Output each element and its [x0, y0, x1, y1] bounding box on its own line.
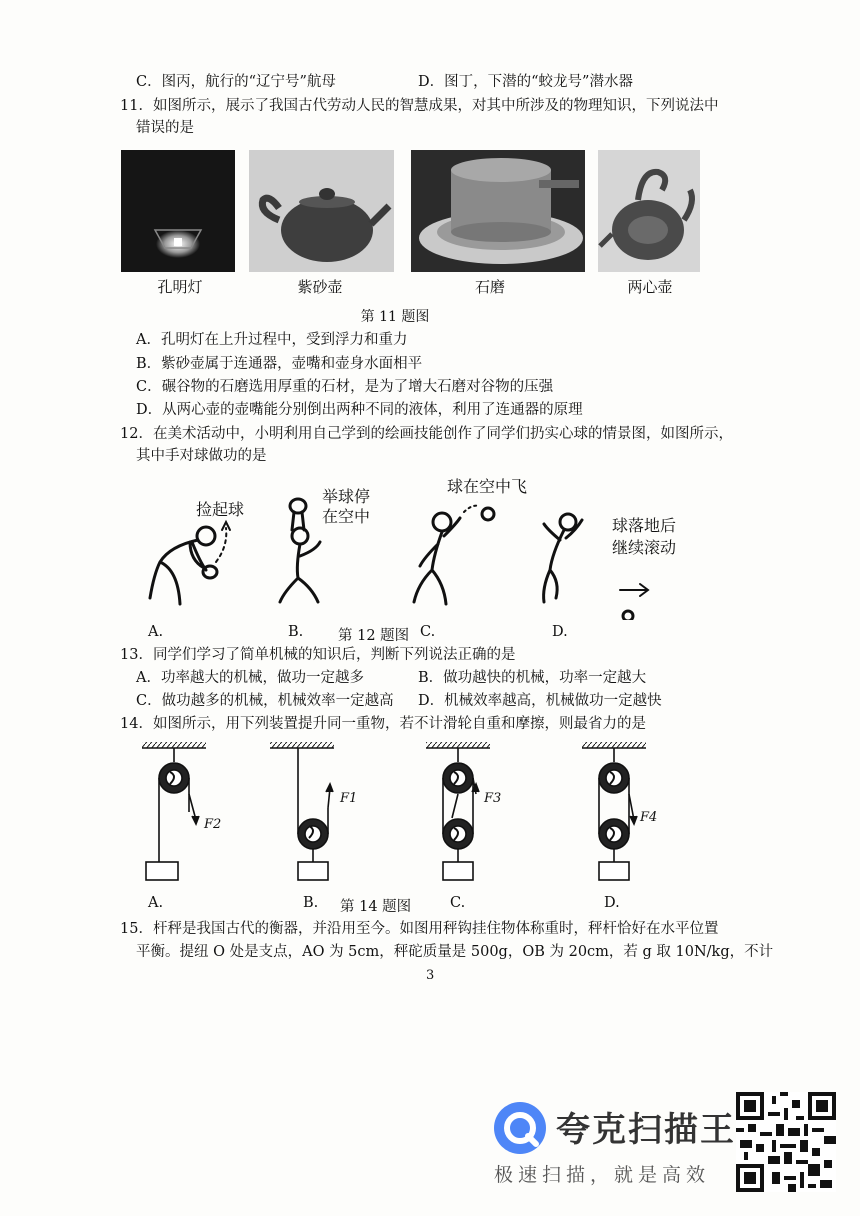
q13-option-c: C．做功越多的机械，机械效率一定越高	[136, 693, 394, 709]
force-label-f2: F2	[204, 817, 222, 832]
q15-line2: 平衡。提纽 O 处是支点，AO 为 5cm，秤砣质量是 500g，OB 为 20cm，若 g 取 10N/kg，不计	[136, 944, 774, 960]
photo-label-zisha: 紫砂壶	[297, 278, 343, 296]
force-label-f3: F3	[484, 791, 502, 806]
q13-stem: 13．同学们学习了简单机械的知识后，判断下列说法正确的是	[120, 647, 516, 663]
photo-label-two-heart-pot: 两心壶	[627, 278, 673, 296]
label-ball-flying: 球在空中飞	[447, 477, 528, 496]
q12-label-c: C.	[420, 624, 436, 640]
figure-a-head	[197, 527, 215, 545]
quark-logo-icon	[492, 1100, 548, 1156]
photo-label-stone-mill: 石磨	[474, 278, 505, 296]
q12-figure-caption: 第 12 题图	[338, 628, 410, 644]
label-ball-landed-1: 球落地后	[612, 516, 677, 535]
q11-option-c: C．碾谷物的石磨选用厚重的石材，是为了增大石磨对谷物的压强	[136, 379, 554, 395]
figure-a-ball	[203, 566, 217, 578]
scanner-slogan: 极速扫描，就是高效	[494, 1164, 711, 1186]
q10-option-c: C．图丙，航行的“辽宁号”航母	[136, 74, 336, 90]
stone-mill-photo	[411, 150, 585, 272]
label-hold-ball-1: 举球停	[322, 487, 371, 506]
figure-d-head	[560, 514, 576, 530]
label-ball-landed-2: 继续滚动	[612, 538, 677, 557]
figure-c-head	[433, 513, 451, 531]
q14-pulley-figure	[130, 738, 690, 888]
q12-label-a: A.	[148, 624, 164, 640]
q11-option-a: A．孔明灯在上升过程中，受到浮力和重力	[136, 332, 408, 348]
q13-option-d: D．机械效率越高，机械做功一定越快	[418, 693, 662, 709]
q12-label-d: D.	[552, 624, 568, 640]
q14-figure-caption: 第 14 题图	[340, 899, 412, 915]
q12-figure	[120, 470, 680, 620]
q13-option-b: B．做功越快的机械，功率一定越大	[418, 670, 647, 686]
q11-option-b: B．紫砂壶属于连通器，壶嘴和壶身水面相平	[136, 356, 423, 372]
photo-label-kongming: 孔明灯	[157, 278, 203, 296]
page-number: 3	[426, 968, 435, 983]
figure-c-ball	[482, 508, 494, 520]
q12-stem-line1: 12．在美术活动中，小明利用自己学到的绘画技能创作了同学们扔实心球的情景图，如图所示，	[120, 426, 733, 442]
q11-figure-caption: 第 11 题图	[360, 309, 430, 325]
q12-stem-line2: 其中手对球做功的是	[136, 448, 267, 464]
scanner-brand: 夸克扫描王	[556, 1110, 736, 1150]
q11-stem-line1: 11．如图所示，展示了我国古代劳动人民的智慧成果，对其中所涉及的物理知识，下列说法中	[120, 98, 719, 114]
kongming-lantern-photo	[121, 150, 235, 272]
force-label-f1: F1	[340, 791, 358, 806]
label-hold-ball-2: 在空中	[322, 507, 371, 526]
q14-stem: 14．如图所示，用下列装置提升同一重物，若不计滑轮自重和摩擦，则最省力的是	[120, 716, 646, 732]
q14-label-d: D.	[604, 895, 620, 911]
q14-label-a: A.	[148, 895, 164, 911]
label-pick-up-ball: 捡起球	[196, 500, 245, 519]
q12-label-b: B.	[288, 624, 304, 640]
force-label-f4: F4	[640, 810, 658, 825]
q15-line1: 15．杆秤是我国古代的衡器，并沿用至今。如图用秤钩挂住物体称重时，秤杆恰好在水平位置	[120, 921, 719, 937]
two-heart-pot-photo	[598, 150, 700, 272]
q11-stem-line2: 错误的是	[136, 120, 194, 136]
figure-b-head	[292, 528, 308, 544]
q13-option-a: A．功率越大的机械，做功一定越多	[136, 670, 364, 686]
q14-label-c: C.	[450, 895, 466, 911]
q14-label-b: B.	[303, 895, 319, 911]
figure-d-ball	[623, 611, 633, 620]
qr-code-icon	[736, 1092, 836, 1192]
q11-option-d: D．从两心壶的壶嘴能分别倒出两种不同的液体，利用了连通器的原理	[136, 402, 583, 418]
q10-option-d: D．图丁，下潜的“蛟龙号”潜水器	[418, 74, 633, 90]
figure-b-ball	[290, 499, 306, 513]
zisha-teapot-photo	[249, 150, 394, 272]
